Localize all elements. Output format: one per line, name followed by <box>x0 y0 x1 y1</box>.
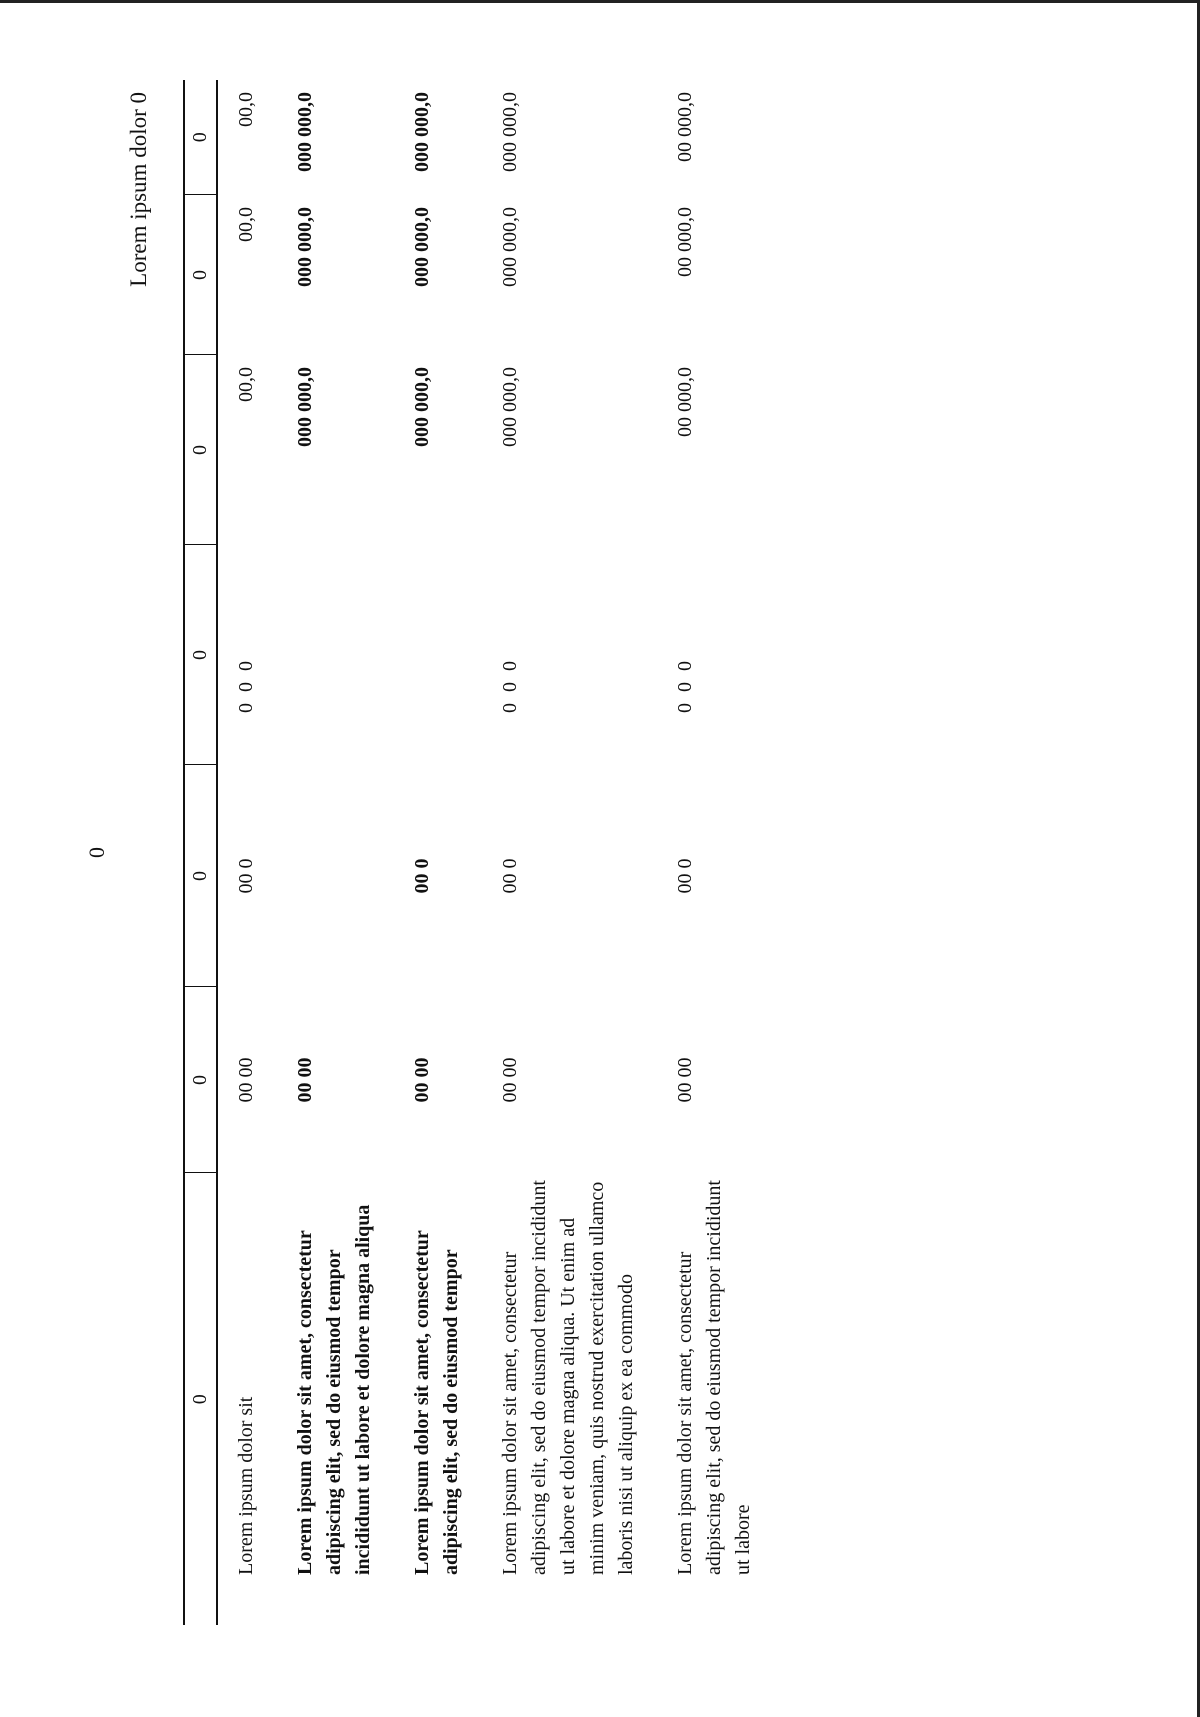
row-section-code: 00 00 <box>235 1057 257 1103</box>
row-value-6: 00,0 <box>235 207 257 242</box>
header-col-2: 0 <box>184 987 217 1173</box>
header-col-7: 0 <box>184 80 217 195</box>
row-name: Lorem ipsum dolor sit amet, consectetur adipiscing elit, sed do eiusmod tempor incididunt ut labore et dolore magna aliqua. Ut enim ad minim veniam, quis nostrud exercitation ullamco laboris nisi ut aliquip ex ea commodo <box>499 1180 637 1575</box>
row-name: Lorem ipsum dolor sit <box>235 1396 257 1575</box>
row-value-7: 000 000,0 <box>499 92 521 172</box>
row-value-7: 000 000,0 <box>411 92 433 172</box>
row-value-7: 00 000,0 <box>674 92 696 162</box>
row-column-4: 0 0 0 <box>235 658 257 713</box>
table-row <box>657 80 774 1625</box>
continuation-title: Lorem ipsum dolor 0 <box>126 92 151 287</box>
table-row <box>217 80 277 1625</box>
row-value-5: 000 000,0 <box>294 367 316 447</box>
row-value-6: 00 000,0 <box>674 207 696 277</box>
row-column-3: 00 0 <box>674 858 696 894</box>
row-section-code: 00 00 <box>674 1057 696 1103</box>
row-column-4 <box>394 545 482 765</box>
row-section-code: 00 00 <box>294 1057 316 1103</box>
row-value-5: 00,0 <box>235 367 257 402</box>
header-col-3: 0 <box>184 765 217 987</box>
header-col-5: 0 <box>184 355 217 545</box>
row-column-4: 0 0 0 <box>674 658 696 713</box>
row-value-7: 000 000,0 <box>294 92 316 172</box>
row-value-7: 00,0 <box>235 92 257 127</box>
row-column-3: 00 0 <box>499 858 521 894</box>
page-number: 0 <box>84 847 109 858</box>
header-col-4: 0 <box>184 545 217 765</box>
budget-table <box>183 80 774 1625</box>
row-column-3: 00 0 <box>235 858 257 894</box>
row-column-4 <box>277 545 394 765</box>
row-column-3 <box>277 765 394 987</box>
row-name: Lorem ipsum dolor sit amet, consectetur adipiscing elit, sed do eiusmod tempor incididunt ut labore et dolore magna aliqua <box>294 1204 374 1575</box>
table-row <box>482 80 657 1625</box>
table-header-row <box>184 80 217 1625</box>
row-value-6: 000 000,0 <box>411 207 433 287</box>
row-section-code: 00 00 <box>411 1057 433 1103</box>
row-column-3: 00 0 <box>411 858 433 894</box>
table-row <box>277 80 394 1625</box>
table-row <box>394 80 482 1625</box>
row-value-5: 00 000,0 <box>674 367 696 437</box>
row-name: Lorem ipsum dolor sit amet, consectetur adipiscing elit, sed do eiusmod tempor <box>411 1230 462 1575</box>
row-value-6: 000 000,0 <box>294 207 316 287</box>
header-col-1: 0 <box>184 1173 217 1625</box>
row-value-5: 000 000,0 <box>499 367 521 447</box>
row-column-4: 0 0 0 <box>499 658 521 713</box>
row-name: Lorem ipsum dolor sit amet, consectetur adipiscing elit, sed do eiusmod tempor incididunt ut labore <box>674 1180 754 1575</box>
row-section-code: 00 00 <box>499 1057 521 1103</box>
header-col-6: 0 <box>184 195 217 355</box>
row-value-5: 000 000,0 <box>411 367 433 447</box>
row-value-6: 000 000,0 <box>499 207 521 287</box>
